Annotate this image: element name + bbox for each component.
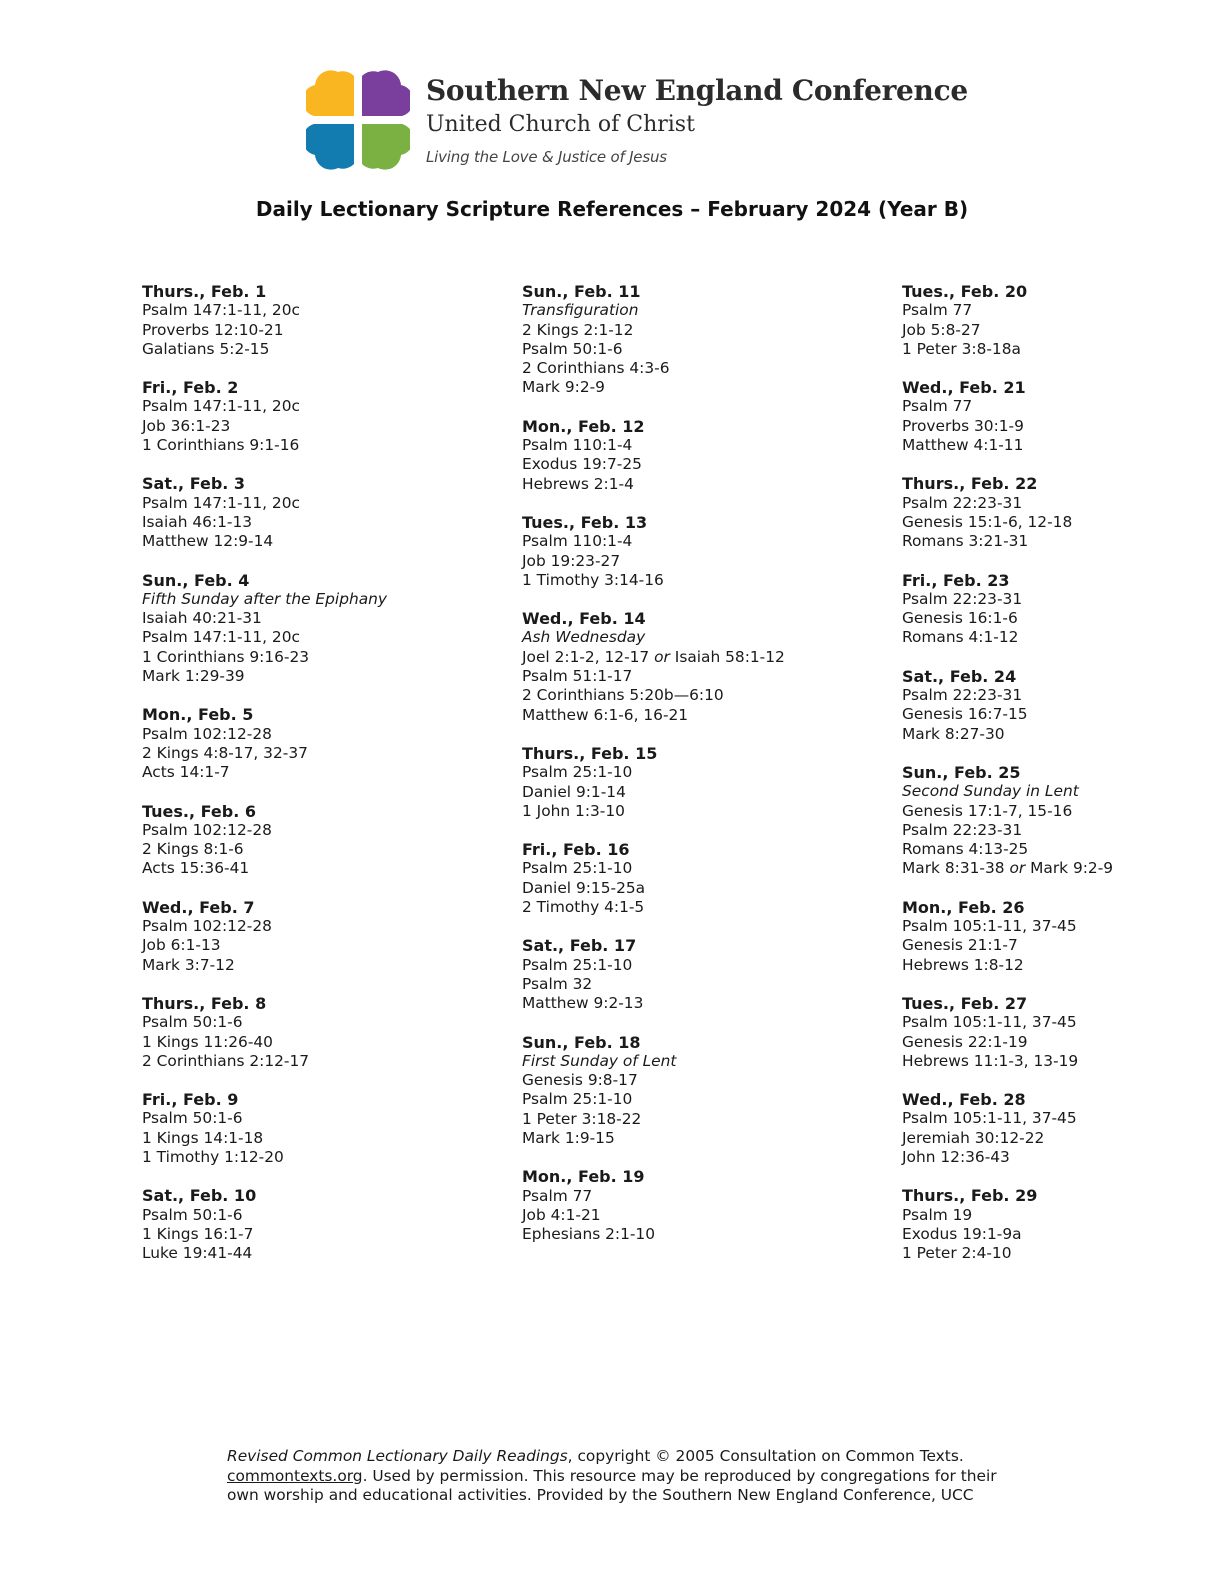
entry-reading: Psalm 110:1-4 (522, 532, 633, 551)
entry-reading: 2 Corinthians 5:20b—6:10 (522, 686, 724, 705)
entry-reading: Job 4:1-21 (522, 1205, 601, 1224)
org-tagline: Living the Love & Justice of Jesus (426, 148, 667, 166)
entry-reading: Mark 1:29-39 (142, 667, 245, 686)
conference-logo-hearts-icon (306, 68, 410, 172)
entry-reading: Psalm 102:12-28 (142, 917, 272, 936)
entry-date: Wed., Feb. 14 (522, 609, 646, 629)
entry-reading: 1 Kings 11:26-40 (142, 1032, 273, 1051)
entry-reading: Psalm 105:1-11, 37-45 (902, 917, 1077, 936)
entry-reading: Joel 2:1-2, 12-17 or Isaiah 58:1-12 (522, 647, 785, 666)
entry-date: Tues., Feb. 6 (142, 801, 257, 821)
entry-reading: Acts 14:1-7 (142, 763, 230, 782)
entry-reading: Psalm 77 (902, 301, 973, 320)
entry-reading: Psalm 22:23-31 (902, 820, 1023, 839)
lectionary-entry (902, 282, 1212, 359)
entry-reading: Mark 9:2-9 (522, 378, 605, 397)
entry-reading: Isaiah 40:21-31 (142, 609, 262, 628)
entry-date: Sun., Feb. 11 (522, 282, 641, 301)
entry-reading: 1 Kings 14:1-18 (142, 1128, 264, 1147)
entry-reading: Ephesians 2:1-10 (522, 1225, 656, 1244)
entry-reading: Mark 1:9-15 (522, 1128, 615, 1147)
entry-date: Sat., Feb. 3 (142, 474, 246, 494)
entry-reading: 1 Peter 2:4-10 (902, 1244, 1012, 1263)
entry-date: Mon., Feb. 26 (902, 897, 1025, 917)
entry-reading: Psalm 147:1-11, 20c (142, 397, 300, 416)
footer-source-title: Revised Common Lectionary Daily Readings (227, 1447, 568, 1465)
entry-reading: Genesis 16:1-6 (902, 609, 1018, 628)
entry-reading: Job 36:1-23 (142, 416, 231, 435)
entry-reading: Genesis 15:1-6, 12-18 (902, 512, 1073, 531)
entry-reading: Romans 3:21-31 (902, 532, 1029, 551)
entry-date: Fri., Feb. 9 (142, 1090, 239, 1110)
lectionary-entry (902, 1090, 1212, 1167)
entry-reading: 2 Timothy 4:1-5 (522, 898, 645, 917)
entry-observance: Second Sunday in Lent (902, 782, 1079, 801)
lectionary-entry (902, 763, 1212, 879)
lectionary-entry (142, 474, 502, 551)
footer-notice (227, 1447, 1027, 1506)
entry-reading: Psalm 25:1-10 (522, 1090, 633, 1109)
entry-reading: 1 Corinthians 9:1-16 (142, 436, 300, 455)
org-name: Southern New England Conference (426, 74, 968, 107)
entry-reading: Matthew 6:1-6, 16-21 (522, 705, 689, 724)
entry-reading: Daniel 9:15-25a (522, 878, 646, 897)
entry-reading: Psalm 50:1-6 (522, 339, 623, 358)
entry-reading: Psalm 147:1-11, 20c (142, 628, 300, 647)
entry-reading: Psalm 110:1-4 (522, 436, 633, 455)
footer-copyright: , copyright © 2005 Consultation on Common Texts. (567, 1447, 964, 1465)
entry-reading: Proverbs 12:10-21 (142, 320, 284, 339)
entry-reading: Psalm 147:1-11, 20c (142, 493, 300, 512)
lectionary-column-2 (522, 282, 882, 1263)
entry-reading: Psalm 50:1-6 (142, 1205, 243, 1224)
footer-permission-cont: own worship and educational activities. Provided by the Southern New England Conference, UCC (227, 1486, 974, 1504)
entry-reading: Psalm 25:1-10 (522, 763, 633, 782)
entry-observance: Transfiguration (522, 301, 639, 320)
entry-reading: 2 Kings 8:1-6 (142, 840, 244, 859)
entry-reading: Luke 19:41-44 (142, 1244, 253, 1263)
entry-reading: Genesis 22:1-19 (902, 1032, 1028, 1051)
entry-date: Mon., Feb. 5 (142, 705, 254, 725)
entry-reading: 1 Timothy 1:12-20 (142, 1147, 284, 1166)
entry-reading: Mark 3:7-12 (142, 955, 235, 974)
commontexts-link[interactable]: commontexts.org (227, 1466, 363, 1485)
lectionary-entry (142, 802, 502, 879)
lectionary-entry (142, 705, 502, 782)
entry-date: Fri., Feb. 23 (902, 570, 1010, 590)
entry-observance: First Sunday of Lent (522, 1051, 677, 1070)
lectionary-entry (142, 898, 502, 975)
lectionary-entry (522, 936, 882, 1013)
lectionary-entry (902, 378, 1212, 455)
lectionary-entry (522, 513, 882, 590)
lectionary-entry (522, 417, 882, 494)
entry-reading: Acts 15:36-41 (142, 859, 250, 878)
entry-date: Thurs., Feb. 15 (522, 743, 658, 763)
lectionary-entry (142, 378, 502, 455)
lectionary-entry (142, 1090, 502, 1167)
header (306, 68, 968, 176)
entry-reading: 2 Corinthians 2:12-17 (142, 1051, 310, 1070)
entry-reading: Genesis 21:1-7 (902, 936, 1018, 955)
entry-reading: Hebrews 1:8-12 (902, 955, 1024, 974)
entry-date: Tues., Feb. 20 (902, 282, 1028, 301)
entry-date: Sat., Feb. 10 (142, 1186, 257, 1206)
entry-date: Mon., Feb. 19 (522, 1167, 645, 1187)
entry-reading: Psalm 147:1-11, 20c (142, 301, 300, 320)
entry-reading: Job 5:8-27 (902, 320, 981, 339)
entry-date: Fri., Feb. 16 (522, 840, 630, 860)
entry-reading: Psalm 105:1-11, 37-45 (902, 1109, 1077, 1128)
entry-reading: Romans 4:13-25 (902, 840, 1029, 859)
lectionary-entry (902, 474, 1212, 551)
entry-reading: Romans 4:1-12 (902, 628, 1019, 647)
lectionary-entry (522, 1167, 882, 1244)
entry-reading: Exodus 19:1-9a (902, 1224, 1022, 1243)
org-subtitle: United Church of Christ (426, 112, 695, 137)
entry-reading: Isaiah 46:1-13 (142, 512, 253, 531)
entry-reading: Psalm 77 (902, 397, 973, 416)
entry-reading: Matthew 9:2-13 (522, 994, 644, 1013)
entry-reading: Psalm 102:12-28 (142, 724, 272, 743)
entry-reading: Genesis 16:7-15 (902, 705, 1028, 724)
entry-reading: Matthew 12:9-14 (142, 532, 274, 551)
entry-date: Mon., Feb. 12 (522, 416, 645, 436)
entry-reading: Job 6:1-13 (142, 936, 221, 955)
entry-reading: Psalm 32 (522, 974, 593, 993)
lectionary-entry (142, 571, 502, 687)
entry-reading: Psalm 50:1-6 (142, 1109, 243, 1128)
entry-reading: 1 Kings 16:1-7 (142, 1224, 254, 1243)
lectionary-entry (522, 744, 882, 821)
entry-observance: Ash Wednesday (522, 628, 646, 647)
lectionary-entry (142, 994, 502, 1071)
entry-reading: 1 John 1:3-10 (522, 801, 625, 820)
lectionary-entry (522, 282, 882, 398)
entry-reading: 1 Peter 3:8-18a (902, 339, 1021, 358)
footer-permission: . Used by permission. This resource may be reproduced by congregations for their (362, 1466, 997, 1485)
entry-reading: Hebrews 2:1-4 (522, 474, 634, 493)
lectionary-entry (902, 667, 1212, 744)
entry-reading: 2 Kings 4:8-17, 32-37 (142, 743, 308, 762)
entry-reading: 1 Corinthians 9:16-23 (142, 647, 310, 666)
entry-date: Tues., Feb. 13 (522, 512, 648, 532)
entry-reading: Psalm 22:23-31 (902, 686, 1023, 705)
entry-reading: Psalm 50:1-6 (142, 1013, 243, 1032)
lectionary-entry (142, 1186, 502, 1263)
entry-reading: Galatians 5:2-15 (142, 339, 270, 358)
entry-date: Thurs., Feb. 8 (142, 993, 267, 1013)
entry-reading: Exodus 19:7-25 (522, 455, 642, 474)
page-title: Daily Lectionary Scripture References – February 2024 (Year B) (255, 197, 969, 221)
entry-reading: Matthew 4:1-11 (902, 436, 1024, 455)
entry-reading: Psalm 25:1-10 (522, 859, 633, 878)
entry-reading: Jeremiah 30:12-22 (902, 1128, 1045, 1147)
entry-reading: Genesis 9:8-17 (522, 1071, 638, 1090)
entry-observance: Fifth Sunday after the Epiphany (142, 589, 388, 608)
entry-reading: 1 Peter 3:18-22 (522, 1109, 642, 1128)
entry-date: Sun., Feb. 25 (902, 762, 1021, 782)
lectionary-entry (522, 840, 882, 917)
lectionary-entry (902, 571, 1212, 648)
lectionary-column-1 (142, 282, 502, 1282)
entry-reading: Psalm 105:1-11, 37-45 (902, 1013, 1077, 1032)
entry-date: Sun., Feb. 4 (142, 570, 250, 590)
entry-reading: Genesis 17:1-7, 15-16 (902, 801, 1073, 820)
entry-date: Sat., Feb. 24 (902, 666, 1017, 686)
lectionary-entry (522, 1033, 882, 1149)
entry-reading: 1 Timothy 3:14-16 (522, 570, 664, 589)
entry-date: Thurs., Feb. 22 (902, 474, 1038, 494)
entry-date: Thurs., Feb. 29 (902, 1186, 1038, 1206)
entry-reading: Mark 8:31-38 or Mark 9:2-9 (902, 859, 1114, 878)
entry-date: Wed., Feb. 28 (902, 1090, 1026, 1110)
entry-date: Thurs., Feb. 1 (142, 282, 267, 301)
lectionary-entry (142, 282, 502, 359)
entry-reading: Daniel 9:1-14 (522, 782, 626, 801)
entry-reading: Psalm 22:23-31 (902, 589, 1023, 608)
lectionary-entry (522, 609, 882, 725)
entry-reading: Psalm 102:12-28 (142, 820, 272, 839)
entry-reading: Psalm 25:1-10 (522, 955, 633, 974)
entry-date: Tues., Feb. 27 (902, 993, 1028, 1013)
entry-reading: Psalm 51:1-17 (522, 667, 633, 686)
lectionary-entry (902, 994, 1212, 1071)
lectionary-column-3 (902, 282, 1212, 1282)
lectionary-entry (902, 898, 1212, 975)
entry-date: Sun., Feb. 18 (522, 1032, 641, 1052)
entry-date: Fri., Feb. 2 (142, 378, 239, 398)
entry-date: Wed., Feb. 7 (142, 897, 255, 917)
entry-date: Sat., Feb. 17 (522, 936, 637, 956)
entry-reading: 2 Kings 2:1-12 (522, 320, 634, 339)
entry-reading: Job 19:23-27 (522, 551, 621, 570)
entry-reading: Proverbs 30:1-9 (902, 416, 1024, 435)
entry-reading: Hebrews 11:1-3, 13-19 (902, 1051, 1079, 1070)
entry-reading: Mark 8:27-30 (902, 724, 1005, 743)
lectionary-entry (902, 1186, 1212, 1263)
entry-reading: Psalm 77 (522, 1186, 593, 1205)
entry-date: Wed., Feb. 21 (902, 378, 1026, 398)
entry-reading: John 12:36-43 (902, 1147, 1010, 1166)
entry-reading: Psalm 19 (902, 1205, 973, 1224)
entry-reading: Psalm 22:23-31 (902, 493, 1023, 512)
entry-reading: 2 Corinthians 4:3-6 (522, 359, 670, 378)
